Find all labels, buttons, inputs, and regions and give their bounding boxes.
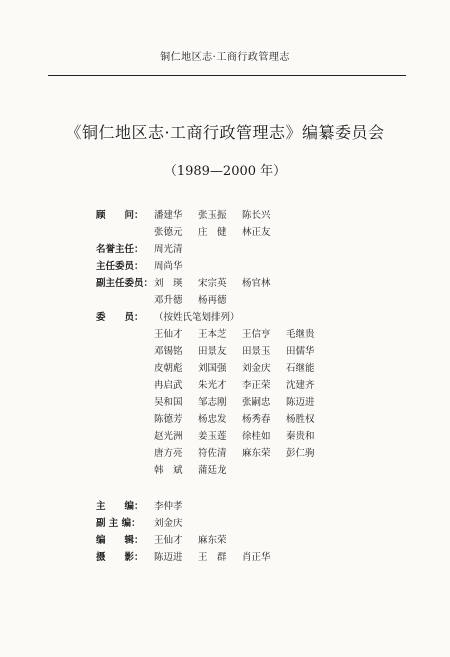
person-name: 吴和国 (154, 397, 183, 408)
committee-row-deputy-directors (96, 275, 330, 292)
person-name: 肖正华 (242, 552, 271, 563)
person-name: 冉启武 (154, 380, 183, 391)
role-label: 主 编： (96, 501, 144, 512)
person-name: 秦贵和 (286, 431, 315, 442)
person-name: 邓升德 (154, 295, 183, 306)
person-name: 李正荣 (242, 380, 271, 391)
editorial-row (96, 515, 286, 532)
committee-row-members-header (96, 309, 330, 326)
committee-row-advisors-cont (96, 224, 330, 241)
person-name: 皮朝彪 (154, 363, 183, 374)
person-name: 张玉振 (198, 210, 227, 221)
editorial-row (96, 498, 286, 515)
person-name: 王仙才 (154, 329, 183, 340)
person-name: 潘建华 (154, 210, 183, 221)
committee-row-members (96, 377, 330, 394)
person-name: 杨秀春 (242, 414, 271, 425)
person-name: 刘 瑛 (154, 278, 183, 289)
person-name: 张嗣忠 (242, 397, 271, 408)
committee-row-members (96, 394, 330, 411)
person-name: 杨忠发 (198, 414, 227, 425)
person-name: 杨胜权 (286, 414, 315, 425)
role-label: 主任委员： (96, 261, 144, 272)
committee-row-members (96, 411, 330, 428)
person-name: 王 群 (198, 552, 227, 563)
committee-row-members (96, 462, 330, 479)
person-name: 姜玉莲 (198, 431, 227, 442)
person-name: 石继能 (286, 363, 315, 374)
person-name: 刘金庆 (154, 518, 183, 529)
person-name: 李仲孝 (154, 501, 183, 512)
person-name: 韩 斌 (154, 465, 183, 476)
role-label: 委 员： (96, 312, 144, 323)
person-name: 田景玉 (242, 346, 271, 357)
role-label: 名誉主任： (96, 244, 144, 255)
role-label: 副 主 编： (96, 518, 141, 529)
running-header: 铜仁地区志·工商行政管理志 (160, 52, 290, 63)
person-name: 邹志刚 (198, 397, 227, 408)
committee-row-members (96, 445, 330, 462)
editorial-row (96, 532, 286, 549)
person-name: 陈迈进 (154, 552, 183, 563)
person-name: 刘金庆 (242, 363, 271, 374)
committee-row-deputy-directors-cont (96, 292, 330, 309)
person-name: 杨官林 (242, 278, 271, 289)
committee-list (96, 207, 330, 479)
person-name: 麻东荣 (242, 448, 271, 459)
committee-row-director (96, 258, 330, 275)
committee-row-members (96, 326, 330, 343)
person-name: 宋宗英 (198, 278, 227, 289)
role-label: 摄 影： (96, 552, 144, 563)
person-name: 彭仁驹 (286, 448, 315, 459)
person-name: 邓锡铭 (154, 346, 183, 357)
person-name: 朱光才 (198, 380, 227, 391)
person-name: 周光清 (154, 244, 183, 255)
person-name: 林正友 (242, 227, 271, 238)
person-name: 庄 健 (198, 227, 227, 238)
person-name: 张德元 (154, 227, 183, 238)
role-label: 副主任委员： (96, 278, 154, 289)
person-name: 王信亨 (242, 329, 271, 340)
ordering-note: （按姓氏笔划排列） (154, 312, 240, 323)
person-name: 沈建齐 (286, 380, 315, 391)
person-name: 王本芝 (198, 329, 227, 340)
committee-row-members (96, 428, 330, 445)
person-name: 陈长兴 (242, 210, 271, 221)
person-name: 陈德芳 (154, 414, 183, 425)
person-name: 徐桂如 (242, 431, 271, 442)
person-name: 陈迈进 (286, 397, 315, 408)
person-name: 杨再德 (198, 295, 227, 306)
person-name: 刘国强 (198, 363, 227, 374)
editorial-list (96, 498, 286, 566)
committee-row-members (96, 343, 330, 360)
person-name: 符佐清 (198, 448, 227, 459)
person-name: 赵光洲 (154, 431, 183, 442)
person-name: 麻东荣 (198, 535, 227, 546)
role-label: 顾 问： (96, 210, 144, 221)
committee-row-honorary-director (96, 241, 330, 258)
person-name: 蒲廷龙 (198, 465, 227, 476)
committee-row-members (96, 360, 330, 377)
person-name: 周尚华 (154, 261, 183, 272)
person-name: 田儒华 (286, 346, 315, 357)
person-name: 毛继贵 (286, 329, 315, 340)
page-title: 《铜仁地区志·工商行政管理志》编纂委员会 (65, 123, 385, 142)
role-label: 编 辑： (96, 535, 144, 546)
header-divider (48, 75, 406, 76)
editorial-row (96, 549, 286, 566)
person-name: 田景友 (198, 346, 227, 357)
committee-row-advisors (96, 207, 330, 224)
person-name: 唐方亮 (154, 448, 183, 459)
page-subtitle-years: （1989—2000 年） (163, 164, 287, 179)
person-name: 王仙才 (154, 535, 183, 546)
